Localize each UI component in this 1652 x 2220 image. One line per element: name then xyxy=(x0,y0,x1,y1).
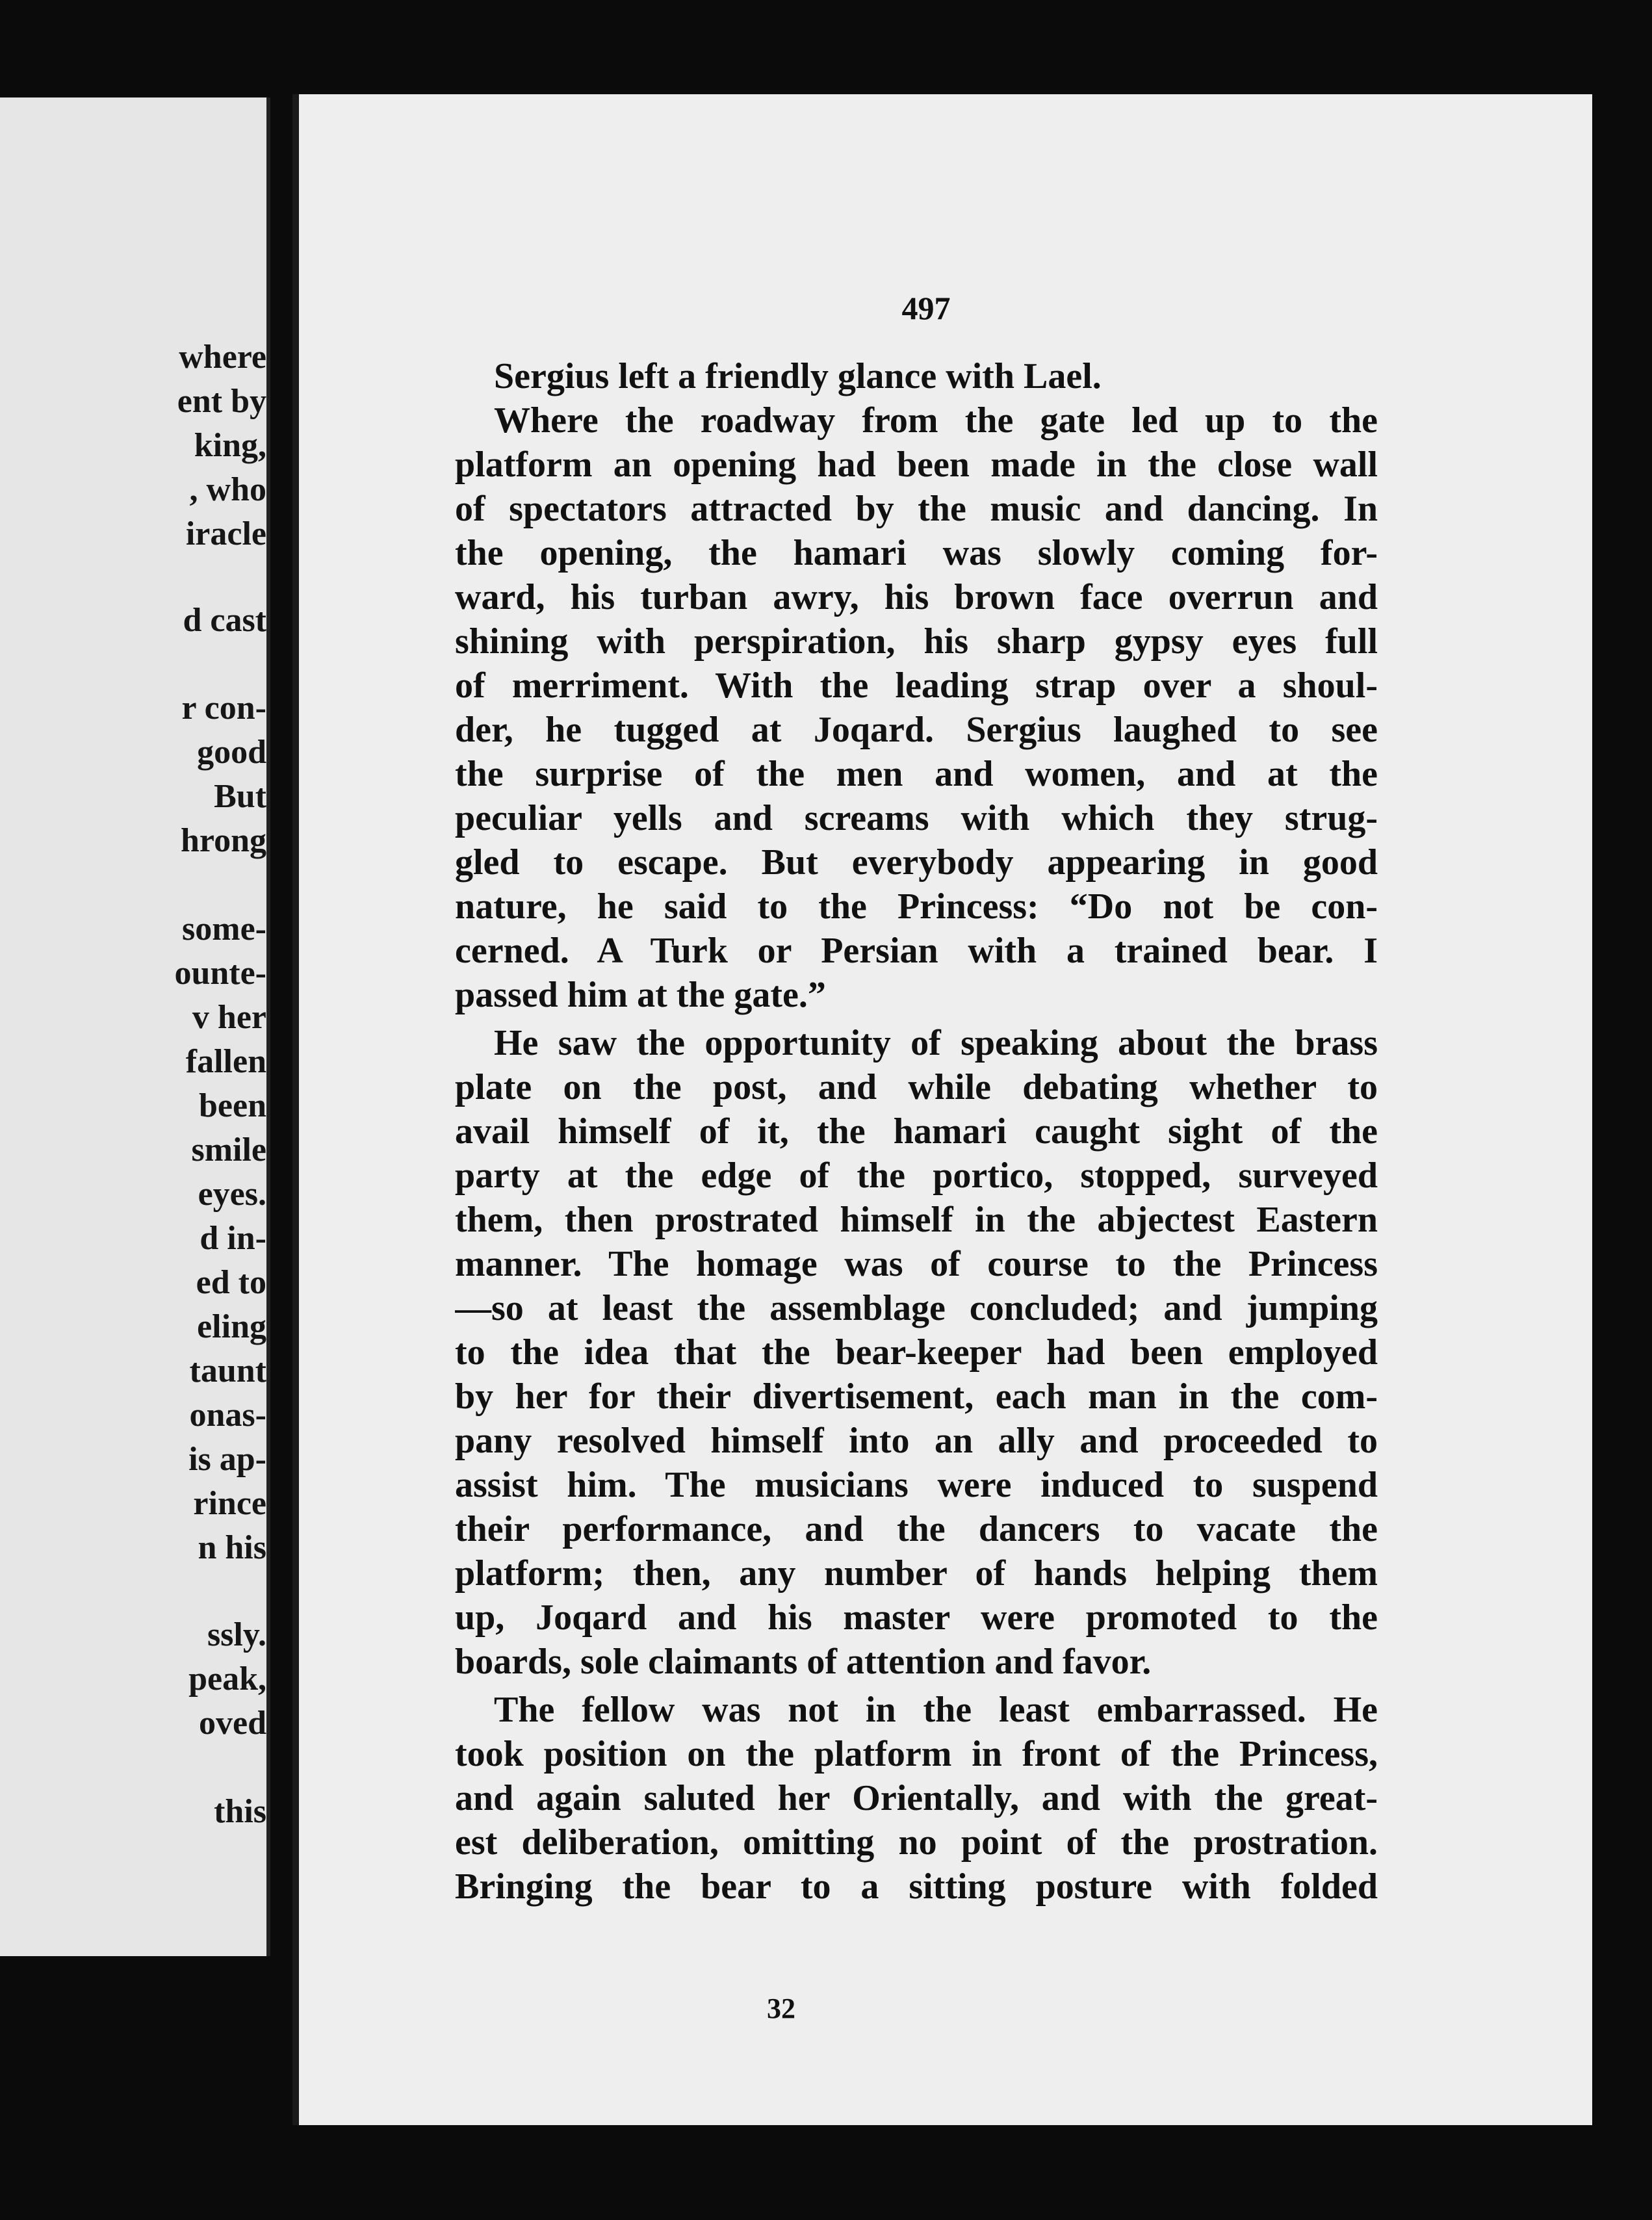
text-line: plate on the post, and while debating whether to xyxy=(455,1067,1378,1107)
text-line: The fellow was not in the least embarrassed. He xyxy=(494,1690,1378,1730)
left-fragment: , who xyxy=(189,471,266,508)
left-fragment: rince xyxy=(193,1485,266,1522)
left-fragment: is ap- xyxy=(188,1441,266,1478)
text-line: up, Joqard and his master were promoted to the xyxy=(455,1597,1378,1638)
text-line: and again saluted her Orientally, and with the great- xyxy=(455,1778,1378,1818)
signature-mark: 32 xyxy=(767,1993,795,2024)
text-line: passed him at the gate.” xyxy=(455,975,826,1015)
left-fragment: fallen xyxy=(185,1043,266,1080)
text-line: of merriment. With the leading strap over a shoul- xyxy=(455,665,1378,706)
text-line: est deliberation, omitting no point of the prostration. xyxy=(455,1822,1378,1863)
text-line: the surprise of the men and women, and at the xyxy=(455,754,1378,794)
left-fragment: onas- xyxy=(189,1397,266,1434)
right-page xyxy=(292,94,1592,2125)
left-fragment: n his xyxy=(198,1529,266,1566)
left-fragment: ent by xyxy=(177,383,266,420)
left-fragment: been xyxy=(199,1087,266,1124)
left-fragment: where xyxy=(179,339,266,376)
left-fragment: this xyxy=(214,1793,266,1830)
left-fragment: hrong xyxy=(181,822,266,859)
text-line: of spectators attracted by the music and dancing. In xyxy=(455,489,1378,529)
left-fragment: eling xyxy=(197,1308,266,1345)
body-text xyxy=(455,354,1378,1959)
text-line: der, he tugged at Joqard. Sergius laughed to see xyxy=(455,710,1378,750)
text-line: Sergius left a friendly glance with Lael. xyxy=(494,356,1102,396)
left-fragment: king, xyxy=(194,427,266,464)
page-number: 497 xyxy=(901,290,951,326)
text-line: nature, he said to the Princess: “Do not be con- xyxy=(455,886,1378,927)
text-line: peculiar yells and screams with which they strug- xyxy=(455,798,1378,838)
left-fragment: But xyxy=(214,778,266,815)
left-fragment: smile xyxy=(191,1131,266,1168)
left-fragment: ssly. xyxy=(207,1616,266,1653)
text-line: Bringing the bear to a sitting posture with folded xyxy=(455,1866,1378,1907)
text-line: He saw the opportunity of speaking about the brass xyxy=(494,1023,1378,1063)
left-fragment: oved xyxy=(199,1705,266,1742)
text-line: —so at least the assemblage concluded; and jumping xyxy=(455,1288,1378,1328)
left-fragment: taunt xyxy=(189,1352,266,1389)
left-fragment: peak, xyxy=(188,1660,266,1697)
text-line: their performance, and the dancers to vacate the xyxy=(455,1509,1378,1549)
left-fragment: ounte- xyxy=(174,955,266,992)
left-fragment: r con- xyxy=(181,690,266,727)
left-fragment: ed to xyxy=(196,1264,266,1301)
text-line: them, then prostrated himself in the abjectest Eastern xyxy=(455,1200,1378,1240)
text-line: gled to escape. But everybody appearing in good xyxy=(455,842,1378,883)
text-line: boards, sole claimants of attention and favor. xyxy=(455,1642,1152,1682)
text-line: party at the edge of the portico, stopped, surveyed xyxy=(455,1155,1378,1196)
text-line: the opening, the hamari was slowly coming for- xyxy=(455,533,1378,573)
left-fragment: v her xyxy=(192,999,266,1036)
left-fragment: some- xyxy=(182,910,266,948)
text-line: platform an opening had been made in the close wall xyxy=(455,445,1378,485)
text-line: cerned. A Turk or Persian with a trained bear. I xyxy=(455,931,1378,971)
text-line: assist him. The musicians were induced to suspend xyxy=(455,1465,1378,1505)
text-line: pany resolved himself into an ally and proceeded to xyxy=(455,1421,1378,1461)
left-page xyxy=(0,97,270,1956)
text-line: to the idea that the bear-keeper had been employed xyxy=(455,1332,1378,1373)
left-fragment: d in- xyxy=(200,1220,266,1257)
text-line: manner. The homage was of course to the Princess xyxy=(455,1244,1378,1284)
left-fragment: d cast xyxy=(183,602,266,639)
text-line: Where the roadway from the gate led up to the xyxy=(494,400,1378,441)
text-line: ward, his turban awry, his brown face overrun and xyxy=(455,577,1378,617)
text-line: took position on the platform in front of the Princess, xyxy=(455,1734,1378,1774)
left-fragment: iracle xyxy=(185,515,266,552)
text-line: shining with perspiration, his sharp gypsy eyes full xyxy=(455,621,1378,662)
left-fragment: good xyxy=(197,734,266,771)
text-line: by her for their divertisement, each man in the com- xyxy=(455,1376,1378,1417)
left-fragment: eyes. xyxy=(198,1176,266,1213)
text-line: avail himself of it, the hamari caught sight of the xyxy=(455,1111,1378,1152)
text-line: platform; then, any number of hands helping them xyxy=(455,1553,1378,1594)
